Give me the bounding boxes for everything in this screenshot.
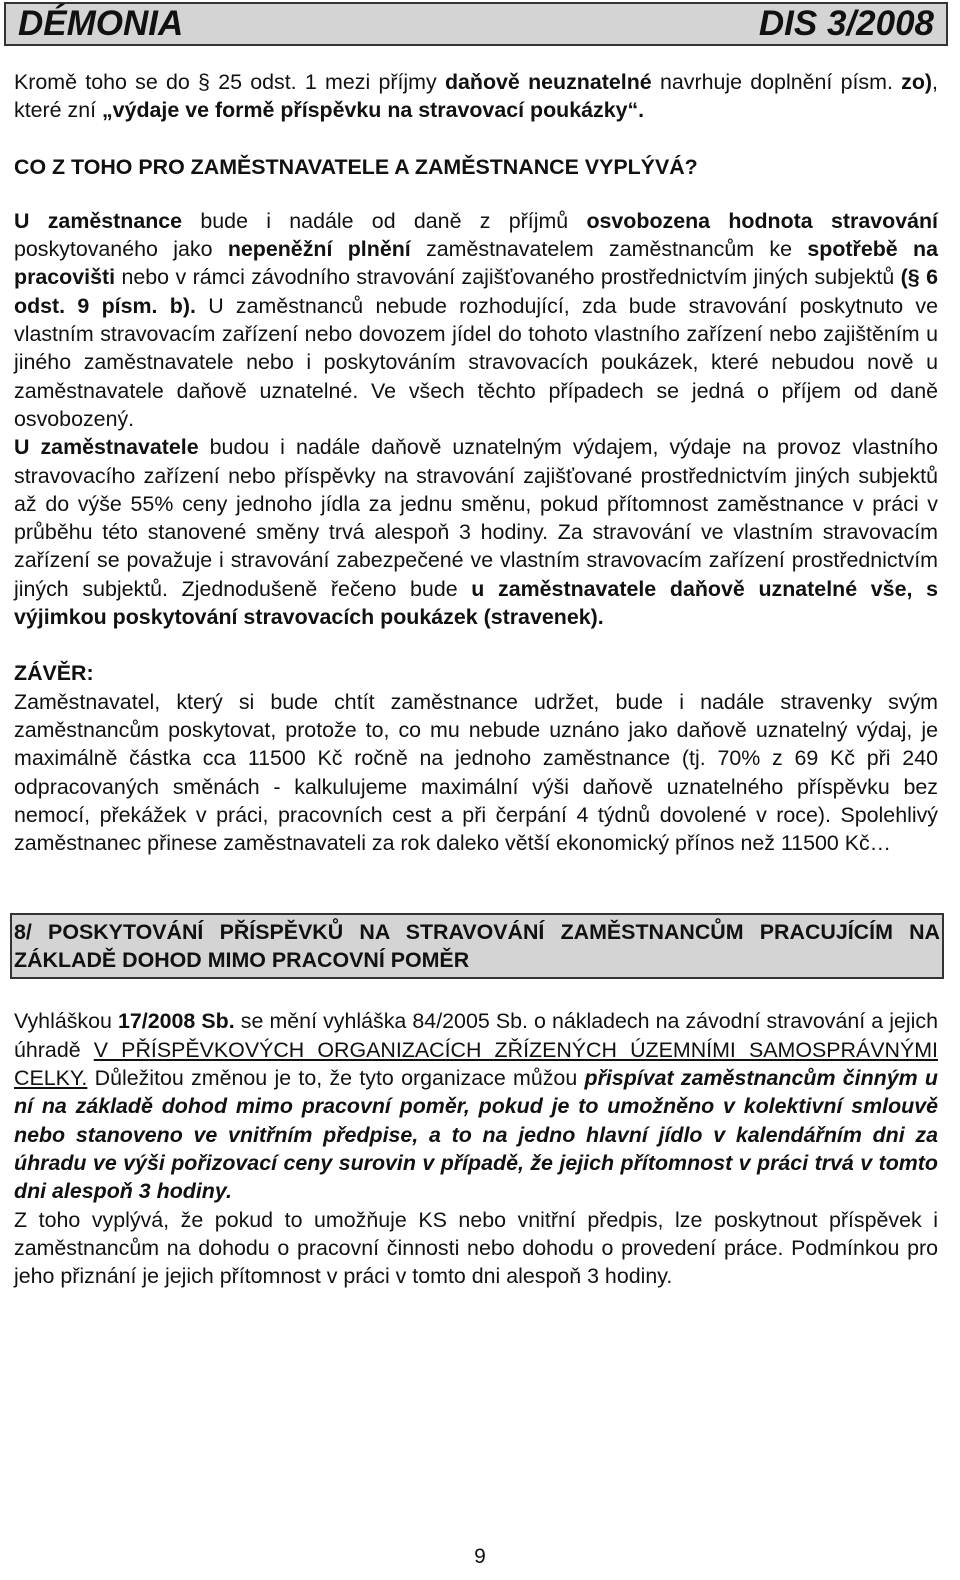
bold-run: spotřebě na pracovišti [14,237,938,290]
page-number: 9 [474,1545,486,1568]
page-body [14,68,938,1290]
paragraph-employee [14,207,938,433]
section-heading-conclusion: ZÁVĚR: [14,661,94,686]
underlined-run: V PŘÍSPĚVKOVÝCH ORGANIZACÍCH ZŘÍZENÝCH ÚZEMNÍMI SAMOSPRÁVNÝMI CELKY. [14,1037,938,1091]
bold-run: zo) [901,70,933,94]
text-run: budou i nadále daňově uznatelným výdajem, výdaje na provoz vlastního stravovacího zařízení nebo příspěvky na stravování zajišťované prostřednictvím jiných subjektů až do výše 55% ceny jednoho jídla za jednu směnu, pokud přítomnost zaměstnance v práci v průběhu této stanovené směny trvá alespoň 3 hodiny. Za stravování ve vlastním stravovacím zařízení se považuje i stravování zabezpečené ve vlastním stravovacím zařízení prostřednictvím jiných subjektů. Zjednodušeně řečeno bude [14,435,938,601]
paragraph-decree [14,1007,938,1205]
bold-run: 6 odst. 9 písm. b). [14,265,939,318]
text-run: U zaměstnanců nebude rozhodující, zda bude stravování poskytnuto ve vlastním stravovacím zařízení nebo dovozem jídel do tohoto vlastního zařízení nebo zajištěním u jiného zaměstnavatele nebo i poskytováním stravovacích poukázek, které nebudou nově u zaměstnavatele daňově uznatelné. Ve všech těchto případech se jedná o příjem od daně osvobozený. [14,293,938,431]
text-run: , které zní [14,70,938,123]
bold-run: U zaměstnavatele [14,435,199,460]
bold-run: daňově neuznatelné [444,70,652,94]
text-run: Důležitou změnou je to, že tyto organizace můžou [87,1066,585,1091]
paragraph-implication: Z toho vyplývá, že pokud to umožňuje KS nebo vnitřní předpis, lze poskytnout příspěvek i zaměstnancům na dohodu o pracovní činnosti nebo dohodu o provedení práce. Podmínkou pro jeho přiznání je jejich přítomnost v práci v tomto dni alespoň 3 hodiny. [14,1207,938,1289]
header-title: DÉMONIA [18,4,184,43]
text-run: poskytovaného jako [14,237,228,262]
section-symbol: § [198,70,210,94]
text-run: se mění vyhláška 84/2005 Sb. o nákladech na závodní stravování a jejich úhradě [14,1009,938,1062]
text-run: Kromě toho se do [14,70,199,94]
bold-run: „výdaje ve formě příspěvku na stravovací poukázky“. [101,98,645,123]
text-run: zaměstnavatelem zaměstnancům ke [410,237,808,262]
text-run: bude i nadále od daně z příjmů [182,208,587,233]
text-run: 25 odst. 1 mezi příjmy [209,70,445,94]
text-run: Vyhláškou [14,1009,118,1034]
paragraph-conclusion: Zaměstnavatel, který si bude chtít zaměstnance udržet, bude i nadále stravenky svým zaměstnancům poskytovat, protože to, co mu nebude uznáno jako daňově uznatelný výdaj, je maximálně částka cca 11500 Kč ročně na jednoho zaměstnance (tj. 70% z 69 Kč při 240 odpracovaných směnách - kalkulujeme maximální výši daňově uznatelného příspěvku bez nemocí, překážek v práci, pracovních cest a při čerpání 4 týdnů dovolené v roce). Spolehlivý zaměstnanec přinese zaměstnavateli za rok daleko větší ekonomický přínos než 11500 Kč… [14,689,938,856]
bold-run: u zaměstnavatele daňově uznatelné vše, s výjimkou poskytování stravovacích poukázek (stravenek). [14,576,938,630]
paragraph-employer [14,433,938,631]
text-run: navrhuje doplnění písm. [651,70,902,94]
running-header [4,2,948,46]
text-run: nebo v rámci závodního stravování zajišťovaného prostřednictvím jiných subjektů [115,265,901,290]
paragraph-amendment [14,68,938,125]
section-8-title-box: 8/ POSKYTOVÁNÍ PŘÍSPĚVKŮ NA STRAVOVÁNÍ ZAMĚSTNANCŮM PRACUJÍCÍM NA ZÁKLADĚ DOHOD MIMO PRACOVNÍ POMĚR [10,913,944,979]
bold-run: 17/2008 Sb. [118,1009,235,1034]
bold-run: osvobozena hodnota stravování [586,208,938,233]
bold-run: nepeněžní plnění [227,237,411,262]
header-issue: DIS 3/2008 [758,4,934,43]
section-symbol: § [907,265,920,290]
bold-italic-run: přispívat zaměstnancům činným u ní na základě dohod mimo pracovní poměr, pokud je to umožněno v kolektivní smlouvě nebo stanoveno ve vnitřním předpise, a to na jedno hlavní jídlo v kalendářním dni za úhradu ve výši pořizovací ceny surovin v případě, že jejich přítomnost v práci trvá v tomto dni alespoň 3 hodiny. [14,1066,938,1204]
section-heading-consequences: CO Z TOHO PRO ZAMĚSTNAVATELE A ZAMĚSTNANCE VYPLÝVÁ? [14,154,698,179]
bold-run: U zaměstnance [14,208,183,233]
bold-run: ( [900,265,908,290]
